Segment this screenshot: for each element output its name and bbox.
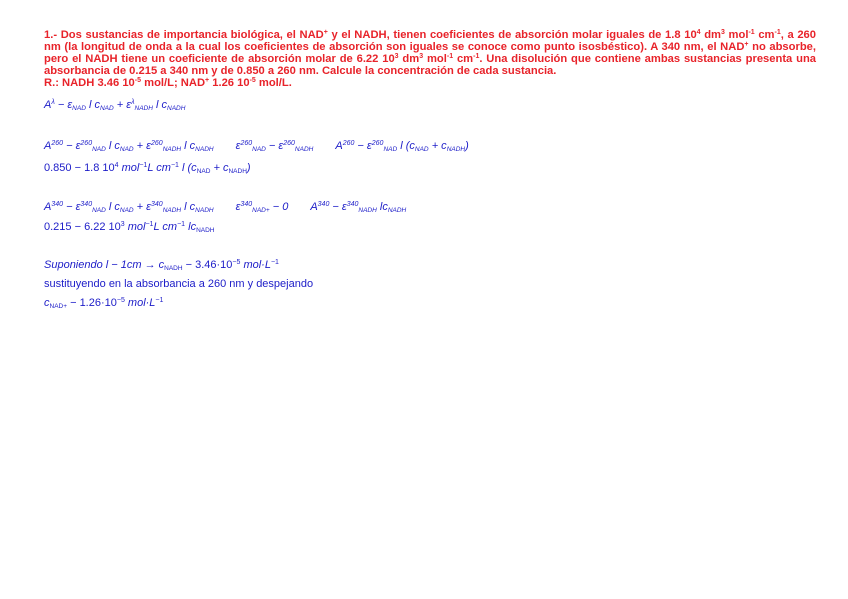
sustituyendo-line: sustituyendo en la absorbancia a 260 nm y despejando: [44, 278, 314, 290]
equation-general: $A^\lambda - \varepsilon_{NAD}$ l $c_{NAD} + \varepsilon^\lambda_{NADH}$ l $c_{NADH}$: [44, 99, 186, 112]
suponiendo-line: Suponiendo $l - 1cm \to c_{NADH} - 3.46\cdot 10^{-5}$ $mol\cdot L^{-1}$: [44, 259, 279, 272]
equation-340: $A^{340} - \varepsilon^{340}_{NAD}$ l $c_{NAD} + \varepsilon^{340}_{NADH}$ l $c_{NADH}$ $\varepsilon^{340}_{NAD+} - 0$ $A^{340} - \varepsilon^{340}_{NADH}$ $lc_{NADH}$: [44, 201, 407, 214]
result-line: $c_{NAD+} - 1.26\cdot 10^{-5}$ $mol\cdot L^{-1}$: [44, 297, 164, 310]
equation-260: $A^{260} - \varepsilon^{260}_{NAD}$ l $c_{NAD} + \varepsilon^{260}_{NADH}$ l $c_{NADH}$ $\varepsilon^{260}_{NAD} - \varepsilon^{260}_{NADH}$ $A^{260} - \varepsilon^{260}_{NAD}$ l $(c_{NAD} + c_{NADH})$: [44, 140, 469, 153]
problem-answer: R.: NADH 3.46 $10^{-5}$ mol/L; NAD+ 1.26 $10^{-5}$ mol/L.: [44, 77, 292, 89]
numeric-260: 0.850 − 1.8 $10^4$ mol$^{-1}$L $cm^{-1}$ l $(c_{NAD} + c_{NADH})$: [44, 162, 251, 175]
numeric-340: 0.215 − 6.22 $10^3$ mol$^{-1}$L $cm^{-1}$ $lc_{NADH}$: [44, 221, 215, 234]
problem-statement: [44, 29, 816, 89]
problem-text: 1.- Dos sustancias de importancia biológica, el NAD+ y el NADH, tienen coeficientes de absorción molar iguales de 1.8 $10^4$ $dm^3$ mol$^{-1}$ $cm^{-1}$, a 260 nm (la longitud de onda a la cual los coeficientes de absorción son iguales se conoce como punto isosbéstico). A 340 nm, el NAD+ no absorbe, pero el NADH tiene un coeficiente de absorción molar de 6.22 $10^3$ $dm^3$ mol$^{-1}$ $cm^{-1}$. Una disolución que contiene ambas sustancias presenta una absorbancia de 0.215 a 340 nm y de 0.850 a 260 nm. Calcule la concentración de cada sustancia.: [44, 29, 817, 77]
